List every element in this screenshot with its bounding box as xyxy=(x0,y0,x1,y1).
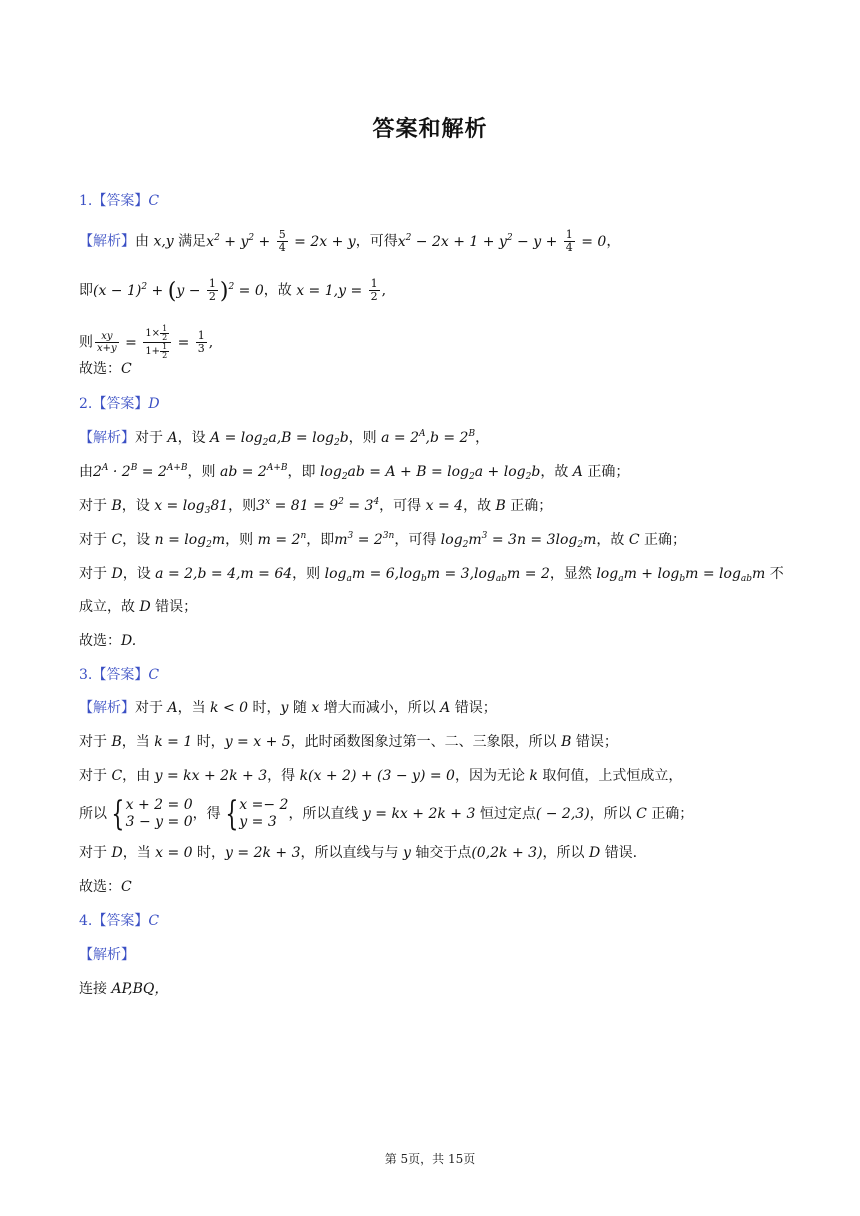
q3-analysis-line-5: 对于 D，当 x = 0 时，y = 2k + 3，所以直线与与 y 轴交于点(0,2k + 3)，所以 D 错误. xyxy=(79,845,638,861)
math: D xyxy=(111,845,123,861)
equation-system: { x + 2 = 0 3 − y = 0 xyxy=(111,794,193,834)
text: 显然 xyxy=(563,566,592,582)
math: y xyxy=(402,845,411,861)
math: D xyxy=(589,845,601,861)
q3-analysis-line-3: 对于 C，由 y = kx + 2k + 3，得 k(x + 2) + (3 − y) = 0，因为无论 k 取何值，上式恒成立， xyxy=(79,768,683,784)
math: B xyxy=(111,734,122,750)
answer-label: 【答案】 xyxy=(92,396,149,412)
text: 当 xyxy=(136,845,151,861)
text: 故选： xyxy=(79,361,121,377)
text: 设 xyxy=(136,566,151,582)
text: 可得 xyxy=(393,498,422,514)
text: 设 xyxy=(135,498,150,514)
text: 错误； xyxy=(155,599,198,615)
choice: C xyxy=(121,361,132,377)
math-expression: x = 1,y = $\frac{1}{2}$ xyxy=(296,277,378,303)
q1-analysis-line-3: 则 $\frac{xy}{x+y}$ = 1× $\frac{1}{2}$ 1+ $\frac{1}{2}$ = $\frac{1}{3}$ , xyxy=(79,324,214,360)
text: 对于 xyxy=(79,498,107,514)
math-expression: ( − 2,3) xyxy=(535,806,590,822)
text: 设 xyxy=(191,430,206,446)
q1-number: 1. xyxy=(79,193,93,209)
math-expression: $3^x = 81 = 9^2 = 3^4$ xyxy=(256,497,380,514)
math: A xyxy=(440,700,451,716)
text: ，所以 xyxy=(589,806,632,822)
q1-analysis-line-1: 【解析】由 x,y 满足$x^2 + y^2$ + $\frac{5}{4}$ = 2x + y，可得$x^2 - 2x + 1 + y^2 - y$ + $\frac{1}{4}$ = 0， xyxy=(79,228,621,254)
text: 成立，故 xyxy=(79,599,135,615)
text: 错误. xyxy=(604,845,638,861)
q4-analysis-label-line xyxy=(79,945,135,965)
text: 由 xyxy=(79,464,93,480)
text: ，因为无论 xyxy=(454,768,525,784)
math: k xyxy=(529,768,538,784)
math: A xyxy=(167,430,178,446)
text: 则 xyxy=(201,464,216,480)
text: 可得 xyxy=(408,532,437,548)
text: 对于 xyxy=(79,566,107,582)
math-expression: $\log_am + \log_bm = \log_{ab}m$ xyxy=(596,566,766,584)
math: y xyxy=(280,700,289,716)
text: ，所以直线 xyxy=(288,806,359,822)
text: 所以 xyxy=(556,845,585,861)
text: 对于 xyxy=(135,700,163,716)
math: x xyxy=(311,700,320,716)
q2-answer-line xyxy=(79,394,160,414)
text: 随 xyxy=(292,700,307,716)
text: 得 xyxy=(281,768,296,784)
text: 正确； xyxy=(651,806,694,822)
math: C xyxy=(636,806,647,822)
math-expression: $\log_2m^3 = 3n = 3\log_2m$ xyxy=(440,531,597,550)
q4-analysis-line-1 xyxy=(79,979,168,999)
math-expression: $x^2 - 2x + 1 + y^2 - y$ + $\frac{1}{4}$ = 0 xyxy=(397,228,607,254)
text: 故 xyxy=(477,498,492,514)
math-expression: x = 4 xyxy=(425,498,464,514)
equation-system: { x =− 2 y = 3 xyxy=(224,794,289,834)
q1-choose-line xyxy=(79,359,132,379)
q2-choose-line xyxy=(79,631,136,651)
choice: C xyxy=(121,879,132,895)
text: 取何值，上式恒成立， xyxy=(542,768,683,784)
text: 故 xyxy=(277,282,292,299)
text: 时， xyxy=(197,845,226,861)
math: C xyxy=(111,768,123,784)
math-expression: $a = 2^A,b = 2^B$ xyxy=(381,429,476,446)
q1-analysis-line-2: 即$(x - 1)^2 + (y$ − $\frac{1}{2}$ )$^2$ = 0，故 x = 1,y = $\frac{1}{2}$ , xyxy=(79,277,387,304)
text: 故选： xyxy=(79,633,121,649)
text: 对于 xyxy=(135,430,163,446)
text: 对于 xyxy=(79,845,107,861)
q2-answer: D xyxy=(148,396,160,412)
q2-analysis-line-4: 对于 C，设 $n = \log_2m$，则 $m = 2^n$，即$m^3 = 2^{3n}$，可得 $\log_2m^3 = 3n = 3\log_2m$，故 C 正确； xyxy=(79,531,687,550)
math: B xyxy=(111,498,122,514)
text: 设 xyxy=(136,532,151,548)
q2-analysis-line-1: 【解析】对于 A，设 $A = \log_2a,B = \log_2b$，则 $a = 2^A,b = 2^B$， xyxy=(79,429,490,448)
text: 所以直线与与 xyxy=(314,845,399,861)
text: 正确； xyxy=(644,532,687,548)
math-expression: ab = $2^{A+B}$ xyxy=(219,463,288,480)
text: 满足 xyxy=(178,233,207,250)
text: 故 xyxy=(610,532,625,548)
analysis-label: 【解析】 xyxy=(79,700,135,716)
text: 对于 xyxy=(79,532,107,548)
math: B xyxy=(495,498,506,514)
text: 故选： xyxy=(79,879,121,895)
math-expression: $x = \log_381$ xyxy=(154,498,229,516)
math-expression: k(x + 2) + (3 − y) = 0 xyxy=(299,768,455,784)
answer-label: 【答案】 xyxy=(92,913,149,929)
math-expression: $(x - 1)^2 + (y$ − $\frac{1}{2}$ )$^2$ = 0 xyxy=(93,277,264,304)
q3-answer-line xyxy=(79,665,159,685)
page-footer: 第 5页，共 15页 xyxy=(384,1152,476,1166)
q2-analysis-line-5: 对于 D，设 a = 2,b = 4,m = 64，则 $\log_am = 6,\log_bm = 3,\log_{ab}m = 2$，显然 $\log_am + \log_bm = \log_{ab}m$ 不 xyxy=(79,566,784,584)
text: 则 xyxy=(306,566,321,582)
text: 故 xyxy=(554,464,569,480)
text: 恒过定点 xyxy=(479,806,536,822)
text: 时， xyxy=(196,734,225,750)
text: 由 xyxy=(135,233,149,250)
q2-number: 2. xyxy=(79,396,93,412)
answer-label: 【答案】 xyxy=(92,667,149,683)
text: 错误； xyxy=(454,700,497,716)
math-expression: k = 1 xyxy=(154,734,193,750)
math-expression: a = 2,b = 4,m = 64 xyxy=(155,566,293,582)
q3-analysis-line-1: 【解析】对于 A，当 k < 0 时，y 随 x 增大而减小，所以 A 错误； xyxy=(79,700,497,716)
math-expression: $A = \log_2a,B = \log_2b$ xyxy=(210,430,349,448)
math: B xyxy=(561,734,572,750)
q3-number: 3. xyxy=(79,667,93,683)
q2-analysis-line-3: 对于 B，设 $x = \log_381$，则$3^x = 81 = 9^2 = 3^4$，可得 x = 4，故 B 正确； xyxy=(79,497,553,516)
math-expression: $x^2 + y^2$ + $\frac{5}{4}$ = 2x + y xyxy=(206,228,356,254)
text: 轴交于点 xyxy=(415,845,472,861)
text: 时， xyxy=(252,700,281,716)
text: 由 xyxy=(136,768,151,784)
math-expression: $\frac{xy}{x+y}$ = 1× $\frac{1}{2}$ 1+ $\frac{1}{2}$ = $\frac{1}{3}$ xyxy=(97,324,205,360)
analysis-label: 【解析】 xyxy=(79,233,135,250)
text: 则 xyxy=(362,430,377,446)
math-expression: $\log_am = 6,\log_bm = 3,\log_{ab}m = 2$ xyxy=(324,566,550,584)
math: C xyxy=(111,532,123,548)
math-expression: $m^3 = 2^{3n}$ xyxy=(334,531,395,548)
math-expression: y = kx + 2k + 3 xyxy=(154,768,268,784)
q4-answer: C xyxy=(148,913,160,929)
q2-analysis-line-6 xyxy=(79,597,197,617)
text: 对于 xyxy=(79,734,107,750)
math-expression: y = x + 5 xyxy=(224,734,291,750)
q4-answer-line xyxy=(79,911,159,931)
math: C xyxy=(628,532,640,548)
q3-analysis-line-4: 所以 { x + 2 = 0 3 − y = 0 ，得 { x =− 2 y = 3 ，所以直线 y = kx + 2k + 3 恒过定点( − 2,3)，所以 C 正确； xyxy=(79,794,694,834)
text: 可得 xyxy=(369,233,398,250)
math-expression: y = kx + 2k + 3 xyxy=(362,806,476,822)
q3-answer: C xyxy=(148,667,160,683)
page-title: 答案和解析 xyxy=(372,117,488,142)
math-expression: (0,2k + 3) xyxy=(471,845,543,861)
math-expression: k < 0 xyxy=(210,700,249,716)
math-expression: y = 2k + 3 xyxy=(225,845,301,861)
text: 不 xyxy=(769,566,784,582)
text: 则 xyxy=(79,334,93,351)
math-expression: $n = \log_2m$ xyxy=(154,532,226,550)
math: A xyxy=(572,464,583,480)
math: AP,BQ， xyxy=(111,981,169,997)
q3-choose-line xyxy=(79,877,132,897)
text: 正确； xyxy=(510,498,553,514)
math-expression: $2^A \cdot 2^B = 2^{A+B}$ xyxy=(93,463,188,480)
text: 所以 xyxy=(79,806,107,822)
math: A xyxy=(167,700,178,716)
math-expression: x = 0 xyxy=(155,845,193,861)
text: ，此时函数图象过第一、二、三象限，所以 xyxy=(290,734,557,750)
text: 即 xyxy=(301,464,316,480)
text: 得 xyxy=(206,806,221,822)
answer-label: 【答案】 xyxy=(92,193,149,209)
math: D xyxy=(111,566,123,582)
q1-answer-line xyxy=(79,191,159,211)
text: 即 xyxy=(79,282,93,299)
choice: D. xyxy=(121,633,137,649)
q3-analysis-line-2: 对于 B，当 k = 1 时，y = x + 5，此时函数图象过第一、二、三象限，所以 B 错误； xyxy=(79,734,618,750)
math-expression: $\log_2ab = A + B = \log_2a + \log_2b$ xyxy=(319,464,541,482)
text: 错误； xyxy=(575,734,618,750)
q1-answer: C xyxy=(148,193,160,209)
analysis-label: 【解析】 xyxy=(79,430,135,446)
text: 则 xyxy=(239,532,254,548)
q2-analysis-line-2: 由$2^A \cdot 2^B = 2^{A+B}$，则 ab = $2^{A+B}$，即 $\log_2ab = A + B = \log_2a + \log_2b$，故 A 正确； xyxy=(79,463,630,482)
text: 当 xyxy=(191,700,206,716)
math: x,y xyxy=(153,233,174,250)
math: D xyxy=(139,599,151,615)
text: 对于 xyxy=(79,768,107,784)
text: 连接 xyxy=(79,981,107,997)
text: 正确； xyxy=(587,464,630,480)
text: 则 xyxy=(242,498,257,514)
q4-number: 4. xyxy=(79,913,93,929)
text: 增大而减小，所以 xyxy=(323,700,436,716)
math-expression: $m = 2^n$ xyxy=(257,531,307,548)
text: 当 xyxy=(135,734,150,750)
text: 即 xyxy=(320,532,335,548)
analysis-label: 【解析】 xyxy=(79,947,135,963)
